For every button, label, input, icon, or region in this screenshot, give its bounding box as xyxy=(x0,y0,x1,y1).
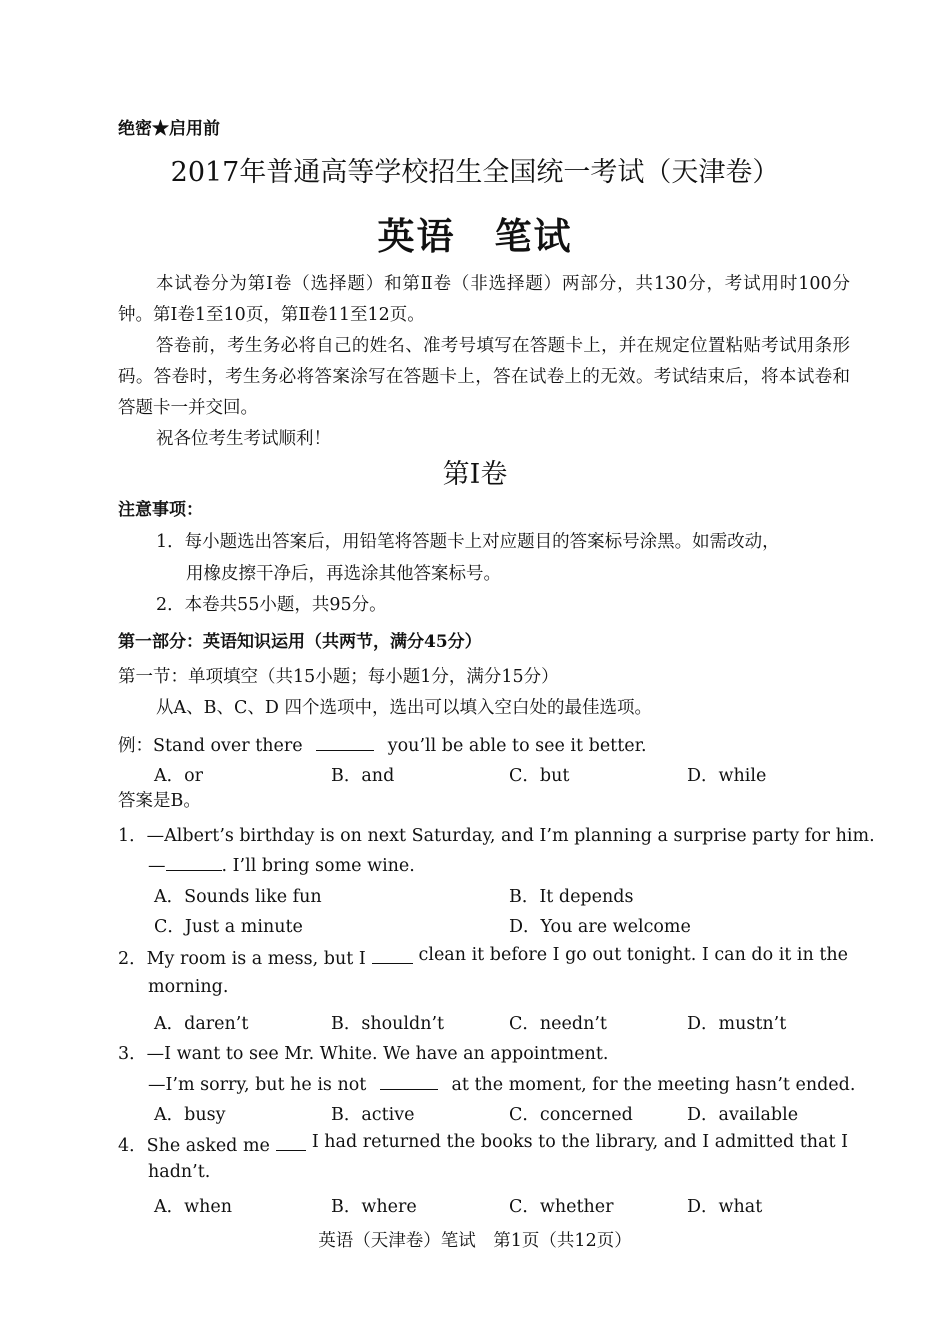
q4-option-a: A．when xyxy=(154,1197,233,1217)
answer-blank xyxy=(380,1071,438,1090)
notice-heading: 注意事项： xyxy=(118,500,203,520)
intro-paragraph-1: 本试卷分为第Ⅰ卷（选择题）和第Ⅱ卷（非选择题）两部分，共130分，考试用时100分钟。第Ⅰ卷1至10页，第Ⅱ卷11至12页。 xyxy=(118,274,850,325)
answer-blank xyxy=(166,852,222,871)
answer-blank xyxy=(316,732,374,751)
q1-option-b: B．It depends xyxy=(509,887,634,907)
q1-line-2-text: . I’ll bring some wine. xyxy=(221,856,415,876)
intro-paragraph-3: 祝各位考生考试顺利！ xyxy=(156,429,331,449)
example-answer: 答案是B。 xyxy=(118,791,201,811)
example-stem-after: you’ll be able to see it better. xyxy=(387,736,647,756)
answer-blank xyxy=(372,945,413,964)
q3-option-a: A．busy xyxy=(154,1105,226,1125)
q4-option-d: D．what xyxy=(687,1197,763,1217)
example-stem xyxy=(118,732,647,757)
section1-instruction: 从A、B、C、D 四个选项中，选出可以填入空白处的最佳选项。 xyxy=(156,698,652,718)
q2-after-blank: clean it before I go out tonight. I can do it in the xyxy=(418,945,848,965)
exam-title: 2017年普通高等学校招生全国统一考试（天津卷） xyxy=(170,157,780,188)
q2-option-b: B．shouldn’t xyxy=(331,1014,445,1034)
question-4-line-2: hadn’t. xyxy=(148,1162,211,1182)
section1-heading: 第一节：单项填空（共15小题；每小题1分，满分15分） xyxy=(118,667,559,687)
confidential-label: 绝密★启用前 xyxy=(118,119,220,139)
notice-item-1-line-1: 1．每小题选出答案后，用铅笔将答题卡上对应题目的答案标号涂黑。如需改动， xyxy=(156,532,780,552)
q2-option-d: D．mustn’t xyxy=(687,1014,787,1034)
q2-option-a: A．daren’t xyxy=(154,1014,249,1034)
example-option-a: A．or xyxy=(154,766,204,786)
q3-option-c: C．concerned xyxy=(509,1105,633,1125)
q1-option-a: A．Sounds like fun xyxy=(154,887,322,907)
q4-before-blank: 4．She asked me xyxy=(118,1136,270,1156)
question-1-line-2 xyxy=(148,852,415,876)
q1-option-c: C．Just a minute xyxy=(154,917,303,937)
q4-after-blank: I had returned the books to the library, and I admitted that I xyxy=(311,1132,848,1152)
volume-title: 第Ⅰ卷 xyxy=(442,459,508,490)
question-2-line-1 xyxy=(118,945,848,970)
answer-blank xyxy=(276,1132,306,1151)
q2-option-c: C．needn’t xyxy=(509,1014,607,1034)
example-option-b: B．and xyxy=(331,766,395,786)
q3-option-d: D．available xyxy=(687,1105,799,1125)
q1-dash: — xyxy=(148,856,166,876)
q3-before-blank: —I’m sorry, but he is not xyxy=(148,1075,367,1095)
q1-option-d: D．You are welcome xyxy=(509,917,691,937)
question-3-line-1: 3．—I want to see Mr. White. We have an appointment. xyxy=(118,1044,609,1064)
question-3-line-2 xyxy=(148,1071,855,1095)
question-4-line-1 xyxy=(118,1132,848,1157)
question-2-line-2: morning. xyxy=(148,977,229,997)
q4-option-b: B．where xyxy=(331,1197,417,1217)
q2-before-blank: 2．My room is a mess, but I xyxy=(118,949,366,969)
example-option-c: C．but xyxy=(509,766,570,786)
notice-item-2: 2．本卷共55小题，共95分。 xyxy=(156,595,387,615)
q4-option-c: C．whether xyxy=(509,1197,614,1217)
q3-option-b: B．active xyxy=(331,1105,415,1125)
question-1-line-1: 1．—Albert’s birthday is on next Saturday, and I’m planning a surprise party for him. xyxy=(118,826,875,846)
part1-heading: 第一部分：英语知识运用（共两节，满分45分） xyxy=(118,632,482,652)
intro-paragraph-2: 答卷前，考生务必将自己的姓名、准考号填写在答题卡上，并在规定位置粘贴考试用条形码。答卷时，考生务必将答案涂写在答题卡上，答在试卷上的无效。考试结束后，将本试卷和答题卡一并交回。 xyxy=(118,336,850,418)
example-option-d: D．while xyxy=(687,766,767,786)
subject-title: 英语 笔试 xyxy=(377,214,573,258)
notice-item-1-line-2: 用橡皮擦干净后，再选涂其他答案标号。 xyxy=(186,564,501,584)
example-stem-before: 例：Stand over there xyxy=(118,736,303,756)
q3-after-blank: at the moment, for the meeting hasn’t ended. xyxy=(451,1075,856,1095)
page-footer: 英语（天津卷）笔试 第1页（共12页） xyxy=(318,1231,632,1251)
